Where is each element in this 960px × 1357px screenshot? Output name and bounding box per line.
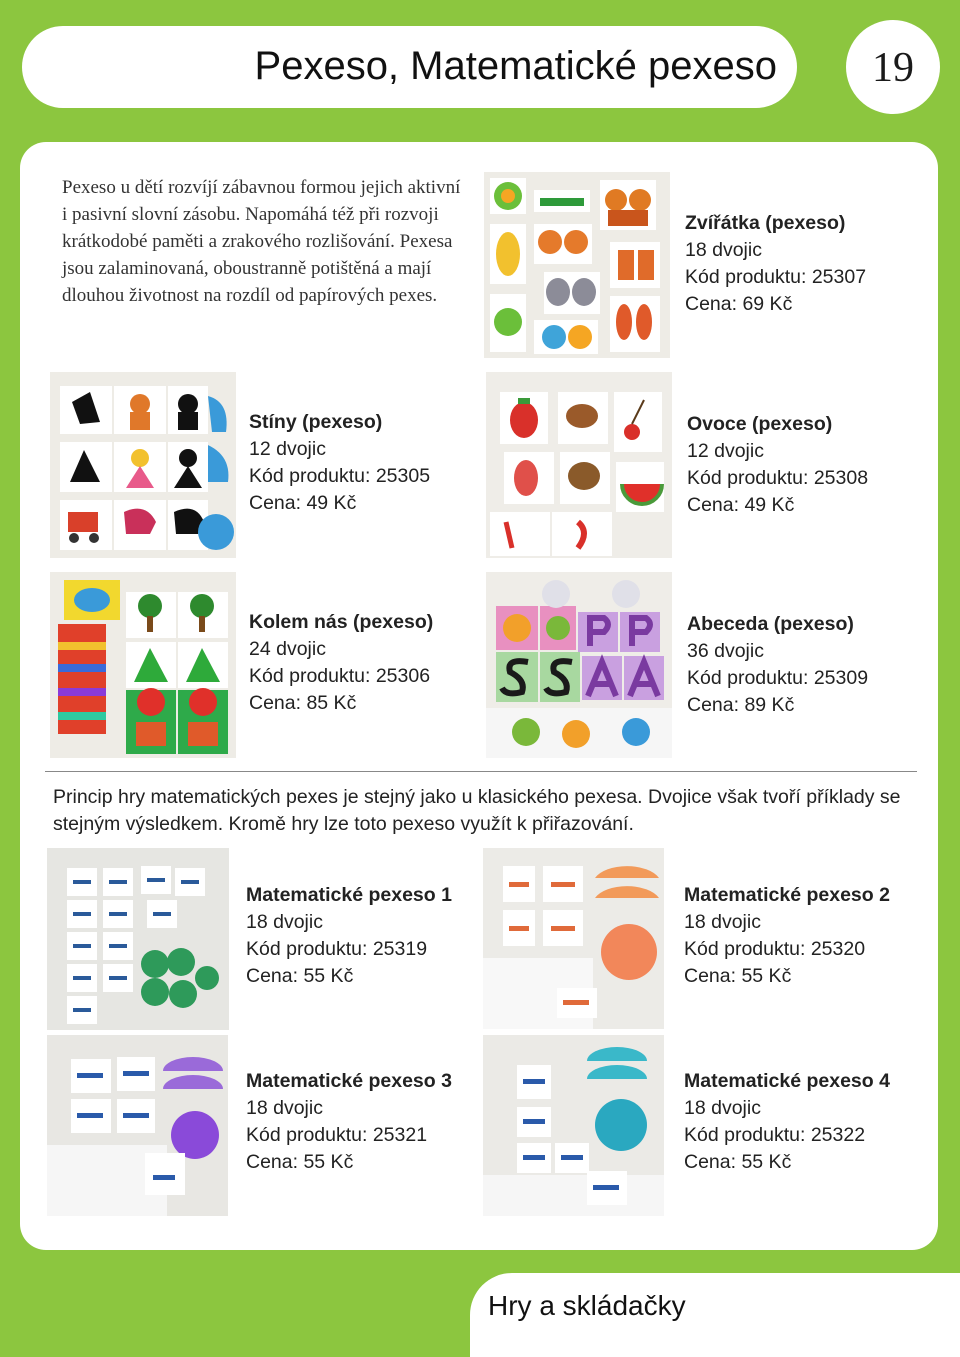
product-price: Cena: 69 Kč bbox=[685, 293, 793, 315]
product-pairs: 18 dvojic bbox=[685, 239, 762, 261]
product-info-math-1 bbox=[246, 882, 452, 990]
product-name: Matematické pexeso 4 bbox=[684, 1070, 890, 1092]
product-name: Matematické pexeso 1 bbox=[246, 884, 452, 906]
product-pairs: 18 dvojic bbox=[246, 1097, 323, 1119]
product-code: Kód produktu: 25322 bbox=[684, 1124, 866, 1146]
product-pairs: 18 dvojic bbox=[684, 1097, 761, 1119]
page-number: 19 bbox=[846, 20, 940, 114]
product-price: Cena: 85 Kč bbox=[249, 692, 357, 714]
product-pairs: 12 dvojic bbox=[249, 438, 326, 460]
page-title: Pexeso, Matematické pexeso bbox=[254, 44, 777, 88]
product-price: Cena: 55 Kč bbox=[684, 965, 792, 987]
product-code: Kód produktu: 25308 bbox=[687, 467, 869, 489]
product-code: Kód produktu: 25319 bbox=[246, 938, 428, 960]
product-photo-math-1 bbox=[47, 848, 229, 1030]
product-price: Cena: 89 Kč bbox=[687, 694, 795, 716]
product-name: Stíny (pexeso) bbox=[249, 411, 383, 433]
product-pairs: 24 dvojic bbox=[249, 638, 326, 660]
product-info-stiny bbox=[249, 409, 430, 517]
product-photo-kolem-nas bbox=[50, 572, 236, 758]
product-info-ovoce bbox=[687, 411, 868, 519]
product-info-abeceda bbox=[687, 611, 868, 719]
title-bar bbox=[22, 26, 797, 108]
product-code: Kód produktu: 25309 bbox=[687, 667, 869, 689]
product-pairs: 18 dvojic bbox=[684, 911, 761, 933]
product-price: Cena: 55 Kč bbox=[246, 965, 354, 987]
product-photo-math-3 bbox=[47, 1035, 228, 1216]
product-code: Kód produktu: 25305 bbox=[249, 465, 431, 487]
section-divider bbox=[45, 771, 917, 772]
product-info-zviratka bbox=[685, 210, 866, 318]
product-photo-abeceda bbox=[486, 572, 672, 758]
product-price: Cena: 55 Kč bbox=[684, 1151, 792, 1173]
footer-section-label: Hry a skládačky bbox=[488, 1290, 686, 1321]
product-code: Kód produktu: 25307 bbox=[685, 266, 867, 288]
product-name: Kolem nás (pexeso) bbox=[249, 611, 434, 633]
product-pairs: 12 dvojic bbox=[687, 440, 764, 462]
product-pairs: 18 dvojic bbox=[246, 911, 323, 933]
product-info-math-2 bbox=[684, 882, 890, 990]
math-intro-text: Princip hry matematických pexes je stejný jako u klasického pexesa. Dvojice však tvoří příklady se stejným výsledkem. Kromě hry lze toto pexeso využít k přiřazování. bbox=[53, 786, 901, 835]
product-info-math-4 bbox=[684, 1068, 890, 1176]
product-price: Cena: 49 Kč bbox=[687, 494, 795, 516]
product-photo-math-2 bbox=[483, 848, 664, 1029]
product-price: Cena: 55 Kč bbox=[246, 1151, 354, 1173]
product-name: Ovoce (pexeso) bbox=[687, 413, 833, 435]
product-info-kolem-nas bbox=[249, 609, 433, 717]
product-name: Abeceda (pexeso) bbox=[687, 613, 854, 635]
product-price: Cena: 49 Kč bbox=[249, 492, 357, 514]
product-code: Kód produktu: 25321 bbox=[246, 1124, 428, 1146]
product-photo-ovoce bbox=[486, 372, 672, 558]
product-code: Kód produktu: 25306 bbox=[249, 665, 431, 687]
product-code: Kód produktu: 25320 bbox=[684, 938, 866, 960]
product-name: Zvířátka (pexeso) bbox=[685, 212, 846, 234]
intro-text: Pexeso u dětí rozvíjí zábavnou formou jejich aktivní i pasivní slovní zásobu. Napomáhá též při rozvoji krátkodobé paměti a zrakového rozlišování. Pexesa jsou zalaminovaná, oboustranně potištěná a mají dlouhou životnost na rozdíl od papírových pexes. bbox=[62, 177, 461, 306]
content-panel bbox=[20, 142, 938, 1250]
product-pairs: 36 dvojic bbox=[687, 640, 764, 662]
product-name: Matematické pexeso 3 bbox=[246, 1070, 452, 1092]
product-photo-stiny bbox=[50, 372, 236, 558]
product-info-math-3 bbox=[246, 1068, 452, 1176]
footer-tab bbox=[470, 1273, 960, 1357]
product-photo-zviratka bbox=[484, 172, 670, 358]
product-photo-math-4 bbox=[483, 1035, 664, 1216]
product-name: Matematické pexeso 2 bbox=[684, 884, 890, 906]
